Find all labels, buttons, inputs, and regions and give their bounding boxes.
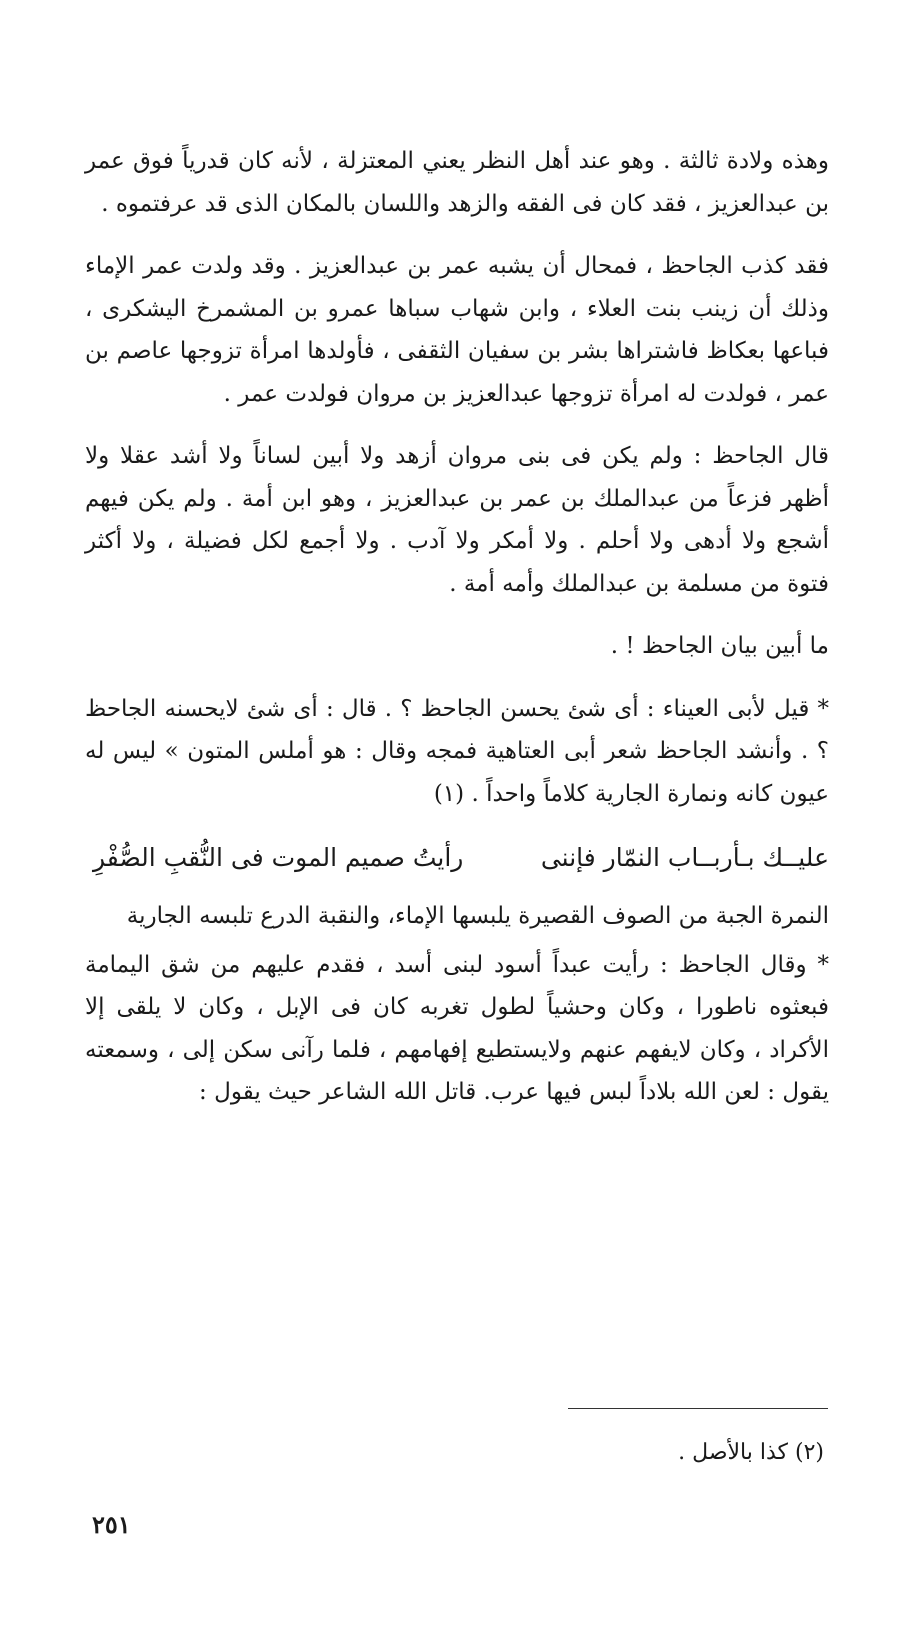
- paragraph-6: * وقال الجاحظ : رأيت عبداً أسود لبنى أسد ، فقدم عليهم من شق اليمامة فبعثوه ناطورا ، وكان وحشياً لطول تغربه كان فى الإبل ، وكان لا يلقى إلا الأكراد ، وكان لايفهم عنهم ولايستطيع إفهامهم ، فلما رآنى سكن إلى ، وسمعته يقول : لعن الله بلاداً لبس فيها عرب. قاتل الله الشاعر حيث يقول :: [85, 951, 829, 1105]
- paragraph-2: فقد كذب الجاحظ ، فمحال أن يشبه عمر بن عبدالعزيز . وقد ولدت عمر الإماء وذلك أن زينب بنت العلاء ، وابن شهاب سباها عمرو بن المشمرخ اليشكرى ، فباعها بعكاظ فاشتراها بشر بن سفيان الثقفى ، فأولدها امرأة تزوجها عاصم بن عمر ، فولدت له امرأة تزوجها عبدالعزيز بن مروان فولدت عمر .: [85, 253, 829, 407]
- poem-verse: [85, 835, 829, 881]
- footnote-separator: [568, 1408, 828, 1409]
- page-number: ٢٥١: [92, 1510, 131, 1539]
- gloss-line: النمرة الجبة من الصوف القصيرة يلبسها الإماء، والنقبة الدرع تلبسه الجارية: [126, 903, 829, 929]
- page-body: [85, 140, 829, 1134]
- footnote: (٢) كذا بالأصل .: [678, 1440, 824, 1465]
- paragraph-5: * قيل لأبى العيناء : أى شئ يحسن الجاحظ ؟ . قال : أى شئ لايحسنه الجاحظ ؟ . وأنشد الجاحظ شعر أبى العتاهية فمجه وقال : هو أملس المتون » ليس له عيون كانه ونمارة الجارية كلاماً واحداً . (١): [85, 695, 829, 807]
- poem-hemistich-second: رأيتُ صميم الموت فى النُّقبِ الصُّفْرِ: [93, 843, 464, 872]
- paragraph-1: وهذه ولادة ثالثة . وهو عند أهل النظر يعني المعتزلة ، لأنه كان قدرياً فوق عمر بن عبدالعزيز ، فقد كان فى الفقه والزهد واللسان بالمكان الذى قد عرفتموه .: [85, 148, 829, 217]
- paragraph-3: قال الجاحظ : ولم يكن فى بنى مروان أزهد ولا أبين لساناً ولا أشد عقلا ولا أظهر فزعاً من عبدالملك بن عمر بن عبدالعزيز ، وهو ابن أمة . ولم يكن فيهم أشجع ولا أدهى ولا أحلم . ولا أمكر ولا آدب . ولا أجمع لكل فضيلة ، ولا أكثر فتوة من مسلمة بن عبدالملك وأمه أمة .: [85, 443, 829, 597]
- poem-hemistich-first: عليــك بـأربــاب النمّار فإننى: [540, 843, 829, 872]
- paragraph-4: ما أبين بيان الجاحظ ! .: [610, 633, 829, 659]
